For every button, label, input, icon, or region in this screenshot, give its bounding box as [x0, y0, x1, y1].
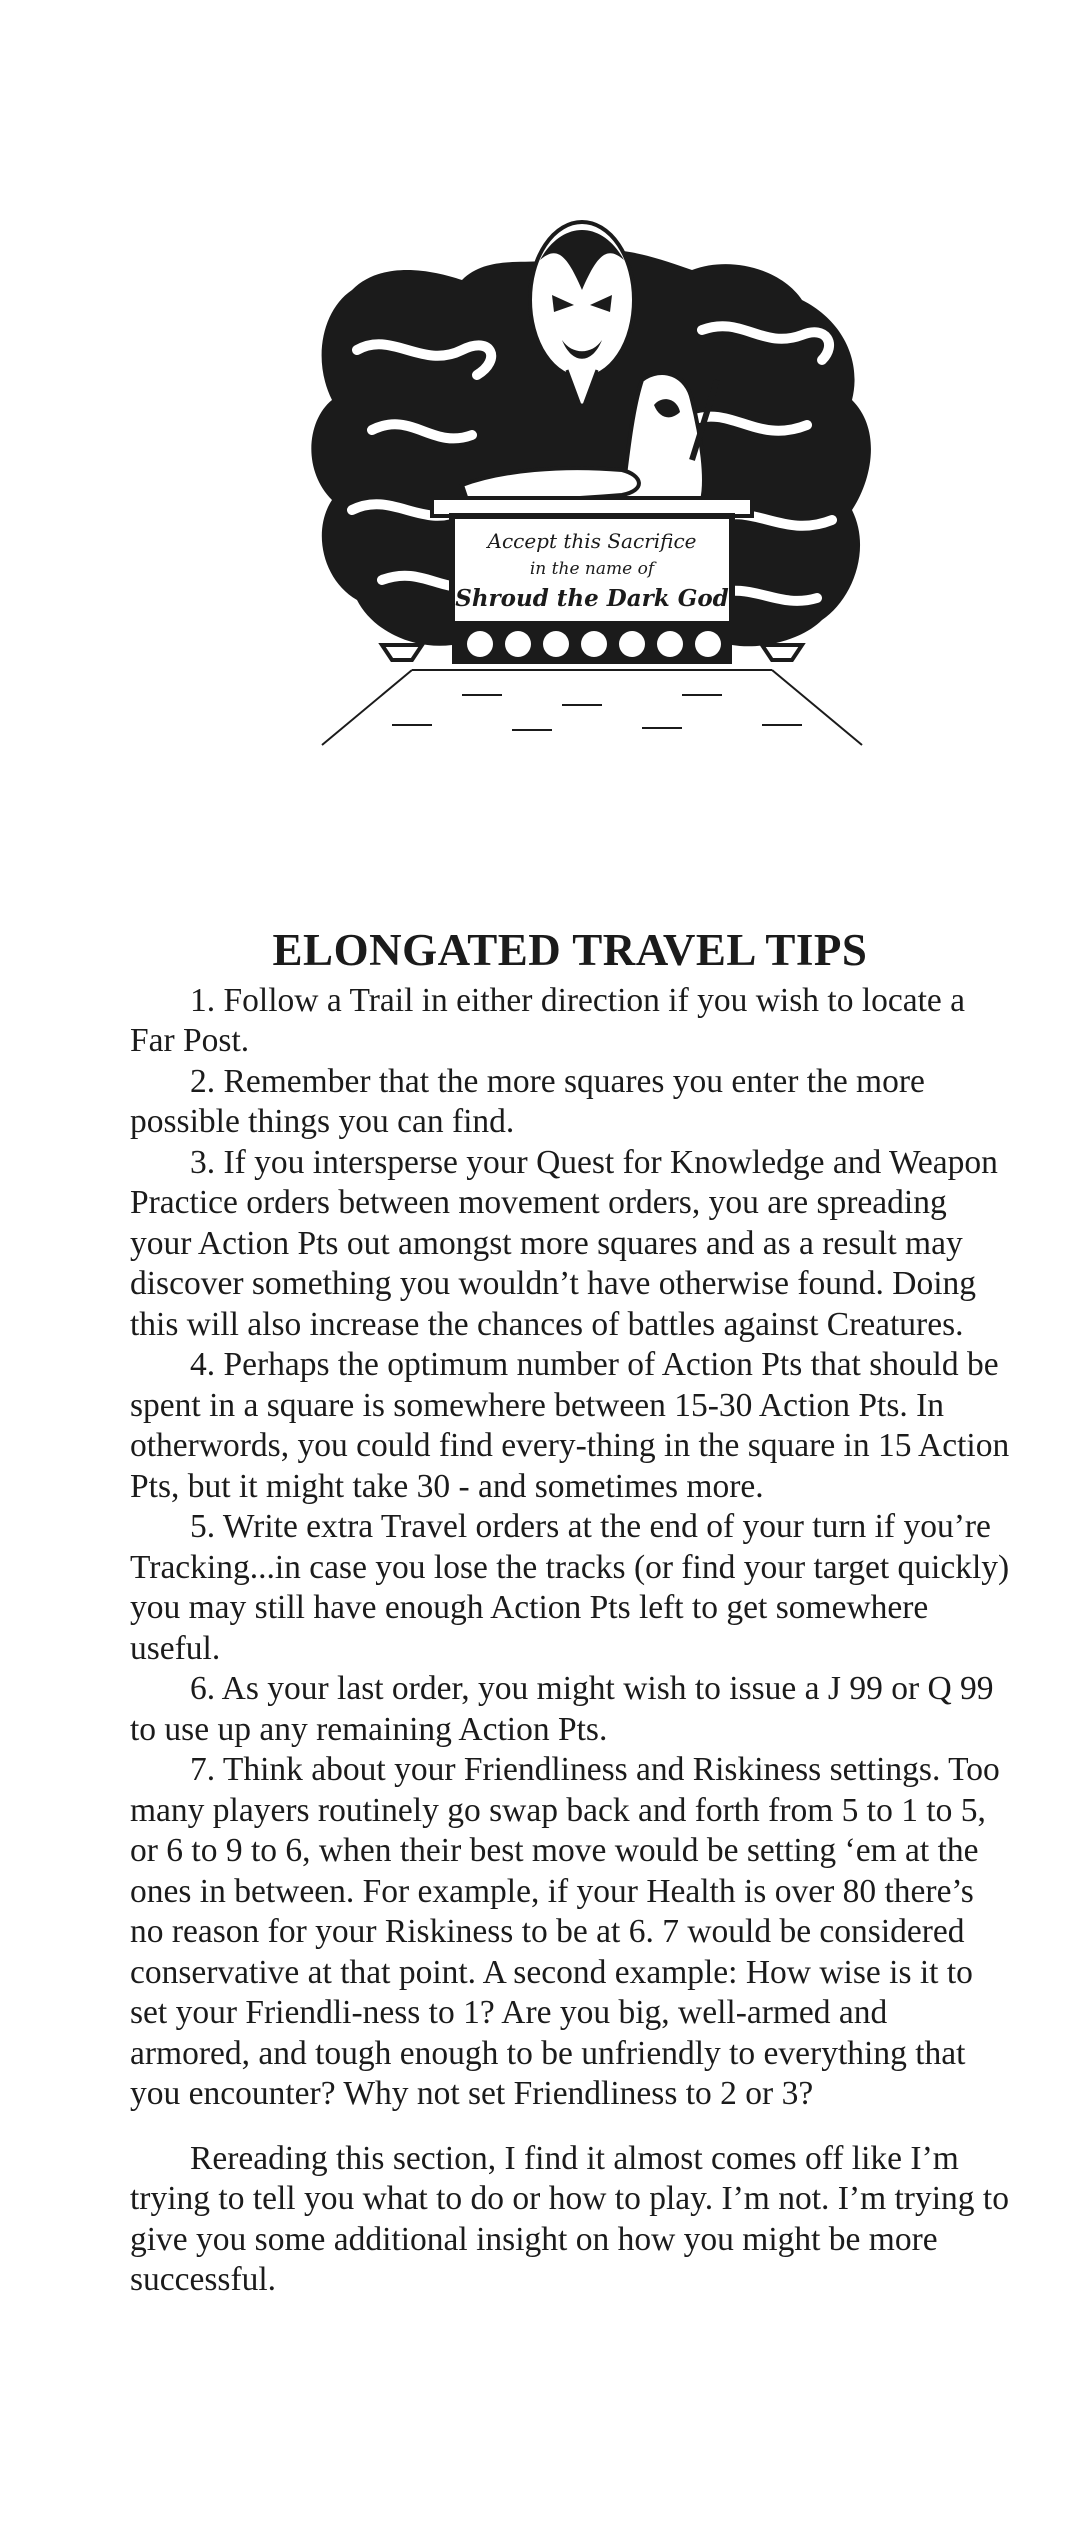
altar-banner: [452, 516, 732, 624]
tip-7: 7. Think about your Friendliness and Riskiness settings. Too many players routinely go swap back and forth from 5 to 1 to 5, or 6 to 9 to 6, when their best move would be setting ‘em at the ones in between. For example, if your Health is over 80 there’s no reason for your Riskiness to be at 6. 7 would be considered conservative at that point. A second example: How wise is it to set your Friendli-ness to 1? Are you big, well-armed and armored, and tough enough to be unfriendly to everything that you encounter? Why not set Friendliness to 2 or 3?: [130, 1751, 1000, 2113]
tip-5: 5. Write extra Travel orders at the end of your turn if you’re Tracking...in case you lose the tracks (or find your target quickly) you may still have enough Action Pts left to get somewhere useful.: [130, 1508, 1010, 1667]
tip-2: 2. Remember that the more squares you enter the more possible things you can find.: [130, 1062, 925, 1141]
tip-3: 3. If you intersperse your Quest for Knowledge and Weapon Practice orders between movement orders, you are spreading your Action Pts out amongst more squares and as a result may discover something you wouldn’t have otherwise found. Doing this will also increase the chances of battles against Creatures.: [130, 1143, 998, 1343]
stone-floor: [322, 670, 862, 745]
travel-tips-article: [130, 925, 1010, 2301]
closing-paragraph: Rereading this section, I find it almost comes off like I’m trying to tell you what to do or how to play. I’m not. I’m trying to give you some additional insight on how you might be more successful.: [130, 2139, 1009, 2299]
banner-text-2: in the name of: [529, 559, 655, 579]
tip-6: 6. As your last order, you might wish to issue a J 99 or Q 99 to use up any remaining Action Pts.: [130, 1670, 994, 1748]
tip-4: 4. Perhaps the optimum number of Action Pts that should be spent in a square is somewhere between 15-30 Action Pts. In otherwords, you could find every-thing in the square in 15 Action Pts, but it might take 30 - and sometimes more.: [130, 1346, 1010, 1505]
banner-text-3: Shroud the Dark God: [455, 585, 729, 612]
skull-row: [452, 624, 732, 664]
dark-god-sacrifice-illustration: [262, 200, 922, 760]
brazier-left: [382, 645, 422, 660]
tip-1: 1. Follow a Trail in either direction if you wish to locate a Far Post.: [130, 981, 966, 1060]
banner-text-1: Accept this Sacrifice: [487, 529, 697, 553]
article-title: ELONGATED TRAVEL TIPS: [272, 925, 868, 975]
brazier-right: [762, 645, 802, 660]
